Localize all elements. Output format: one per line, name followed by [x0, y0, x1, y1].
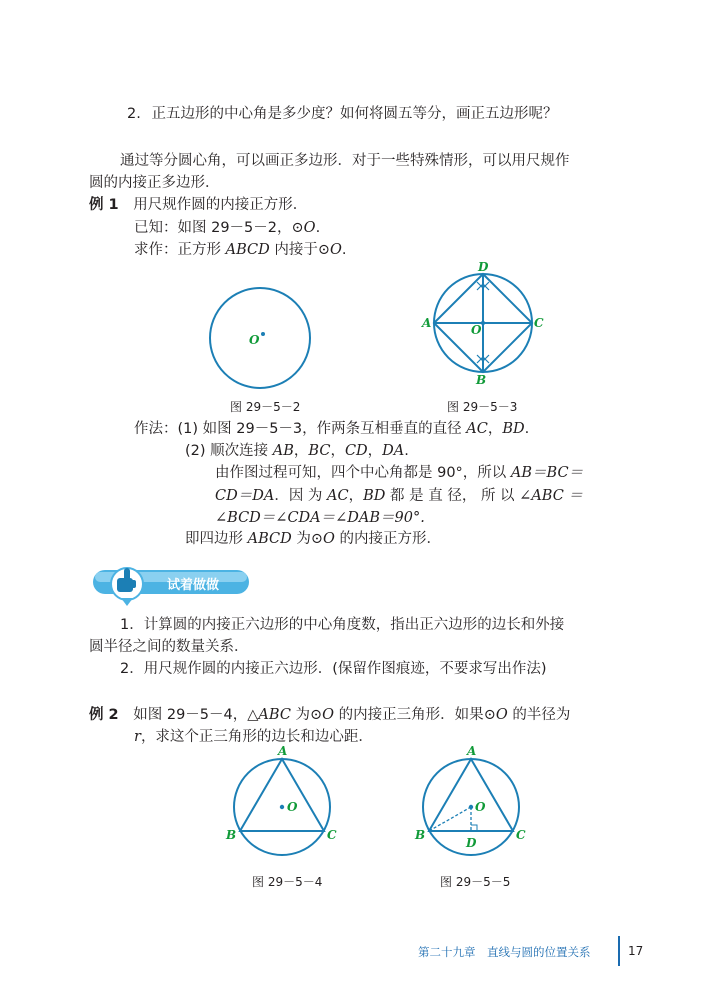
method-step-2: (2) 顺次连接 AB，BC，CD，DA.	[185, 443, 409, 459]
circle-o	[210, 288, 310, 388]
chapter-title: 第二十九章 直线与圆的位置关系	[418, 945, 591, 959]
try-item-1-line-2: 圆半径之间的数量关系．	[89, 639, 249, 655]
try-item-2: 2．用尺规作圆的内接正六边形．(保留作图痕迹，不要求写出作法)	[120, 661, 547, 677]
example-2-line-2: r，求这个正三角形的边长和边心距．	[134, 729, 373, 745]
label-o: O	[471, 323, 482, 337]
center-point	[469, 805, 473, 809]
example-2-line-1: 例 2 如图 29－5－4，△ABC 为⊙O 的内接正三角形．如果⊙O 的半径为	[89, 707, 571, 723]
method-reasoning-line-1: 由作图过程可知，四个中心角都是 90°，所以 AB＝BC＝	[215, 465, 584, 481]
figure-caption: 图 29－5－4	[252, 875, 323, 889]
figure-29-5-3	[420, 260, 550, 390]
page-number: 17	[628, 944, 644, 958]
figure-29-5-4	[224, 743, 344, 863]
question-2	[127, 104, 557, 124]
label-b: B	[476, 373, 487, 387]
center-point	[280, 805, 284, 809]
figure-caption: 图 29－5－3	[447, 400, 518, 414]
figure-29-5-2	[205, 283, 315, 393]
example-label: 例 1	[89, 197, 119, 213]
label-b: B	[226, 828, 237, 842]
method-reasoning-line-3: ∠BCD＝∠CDA＝∠DAB＝90°.	[215, 510, 425, 526]
example-1-heading	[89, 195, 307, 215]
paragraph-line-1: 通过等分圆心角，可以画正多边形．对于一些特殊情形，可以用尺规作	[120, 153, 570, 169]
method-reasoning-line-2: CD＝DA．因 为 AC，BD 都 是 直 径， 所 以 ∠ABC ＝	[215, 488, 583, 504]
label-o: O	[475, 800, 486, 814]
try-item-1-line-1: 1．计算圆的内接正六边形的中心角度数，指出正六边形的边长和外接	[120, 617, 565, 633]
label-d: D	[466, 836, 477, 850]
question-text: 正五边形的中心角是多少度？如何将圆五等分，画正五边形呢？	[151, 106, 558, 122]
center-point	[481, 321, 485, 325]
figure-caption: 图 29－5－2	[230, 400, 301, 414]
label-a: A	[422, 316, 432, 330]
paragraph-line-2: 圆的内接正多边形．	[89, 175, 220, 191]
figure-caption: 图 29－5－5	[440, 875, 511, 889]
label-c: C	[327, 828, 337, 842]
label-b: B	[415, 828, 426, 842]
question-number: 2.	[127, 106, 141, 122]
footer-divider	[618, 936, 620, 966]
label-c: C	[534, 316, 544, 330]
method-step-1: 作法：(1) 如图 29－5－3，作两条互相垂直的直径 AC，BD.	[134, 421, 530, 437]
label-o: O	[287, 800, 298, 814]
example-title: 用尺规作圆的内接正方形．	[133, 197, 308, 213]
method-conclusion: 即四边形 ABCD 为⊙O 的内接正方形．	[185, 531, 441, 547]
example-1-seek: 求作：正方形 ABCD 内接于⊙O.	[134, 242, 347, 258]
label-a: A	[278, 744, 288, 758]
center-point	[261, 332, 265, 336]
banner-label: 试着做做	[167, 578, 220, 593]
example-label: 例 2	[89, 707, 119, 723]
label-a: A	[467, 744, 477, 758]
figure-29-5-5	[413, 743, 533, 863]
try-it-banner	[93, 566, 249, 598]
label-o: O	[249, 333, 260, 347]
label-c: C	[516, 828, 526, 842]
example-1-known: 已知：如图 29－5－2，⊙O.	[134, 220, 321, 236]
hand-icon	[115, 568, 139, 594]
label-d: D	[478, 260, 489, 274]
